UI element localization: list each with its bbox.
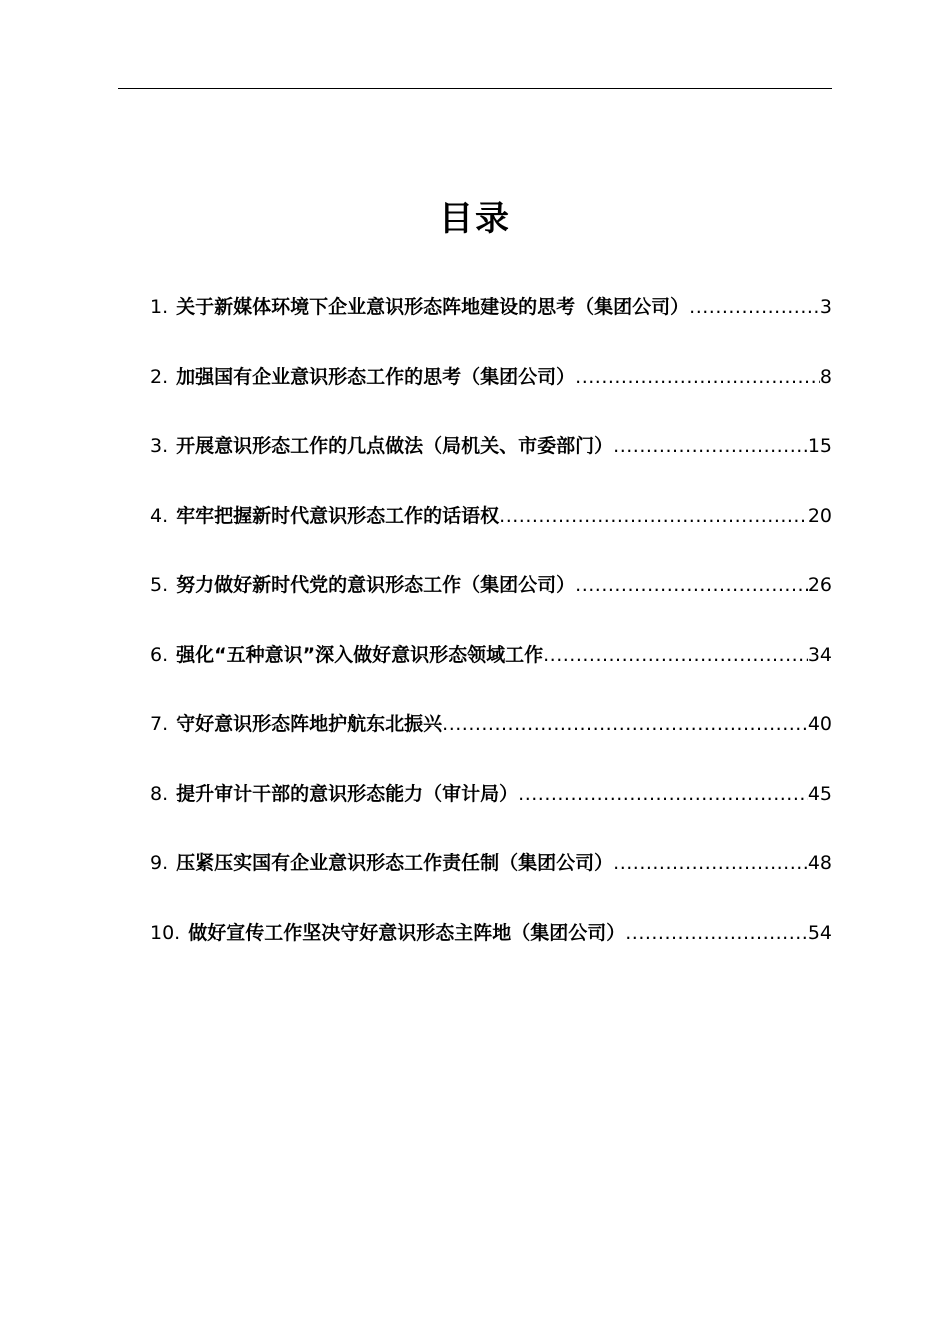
toc-entry-number: 7. [150,713,169,735]
toc-entry-page: 15 [807,435,832,457]
toc-entry-title: 加强国有企业意识形态工作的思考（集团公司） [176,365,576,388]
toc-entry[interactable] [150,431,832,501]
toc-entry[interactable] [150,709,832,779]
toc-entry-page: 54 [807,921,832,944]
toc-entry-number: 9. [150,852,169,874]
toc-entry-title: 牢牢把握新时代意识形态工作的话语权 [176,504,500,527]
toc-entry-title: 努力做好新时代党的意识形态工作（集团公司） [176,574,576,596]
toc-entry[interactable] [150,362,832,432]
toc-entry[interactable] [150,501,832,571]
toc-entry[interactable] [150,918,832,988]
toc-dot-leader [442,709,808,739]
toc-entry-number: 6. [150,643,169,666]
toc-entry-title: 守好意识形态阵地护航东北振兴 [176,713,443,735]
toc-entry-title: 压紧压实国有企业意识形态工作责任制（集团公司） [176,852,614,874]
toc-entry[interactable] [150,848,832,918]
toc-entry-number: 5. [150,574,169,596]
toc-entry-number: 3. [150,435,169,457]
toc-entry-page: 48 [807,852,832,874]
toc-entry[interactable] [150,779,832,849]
toc-dot-leader [575,570,808,600]
page-title: 目录 [439,199,511,239]
header-rule [118,88,832,89]
toc-entry-title: 提升审计干部的意识形态能力（审计局） [176,782,519,805]
toc-entry-page: 45 [807,782,832,805]
toc-dot-leader [625,918,808,948]
toc-entry[interactable] [150,640,832,710]
toc-entry-number: 1. [150,296,169,318]
toc-dot-leader [499,501,808,531]
toc-dot-leader [575,362,820,392]
toc-entry-title: 强化“五种意识”深入做好意识形态领域工作 [176,643,544,666]
toc-entry[interactable] [150,570,832,640]
toc-entry-page: 34 [807,643,832,666]
toc-entry-page: 20 [807,504,832,527]
toc-dot-leader [689,292,820,322]
toc-entry-number: 4. [150,504,169,527]
toc-dot-leader [613,431,808,461]
toc-entry-number: 10. [150,921,181,944]
toc-entry-title: 开展意识形态工作的几点做法（局机关、市委部门） [176,435,614,457]
toc-entry-page: 26 [807,574,832,596]
toc-entry-page: 3 [819,296,832,318]
toc-entry-title: 做好宣传工作坚决守好意识形态主阵地（集团公司） [188,921,626,944]
toc-entry[interactable] [150,292,832,362]
toc-dot-leader [613,848,808,878]
table-of-contents [150,292,832,987]
toc-dot-leader [518,779,808,809]
toc-entry-page: 40 [807,713,832,735]
toc-dot-leader [543,640,808,670]
toc-entry-title: 关于新媒体环境下企业意识形态阵地建设的思考（集团公司） [176,296,690,318]
toc-entry-number: 8. [150,782,169,805]
toc-entry-page: 8 [819,365,832,388]
toc-entry-number: 2. [150,365,169,388]
